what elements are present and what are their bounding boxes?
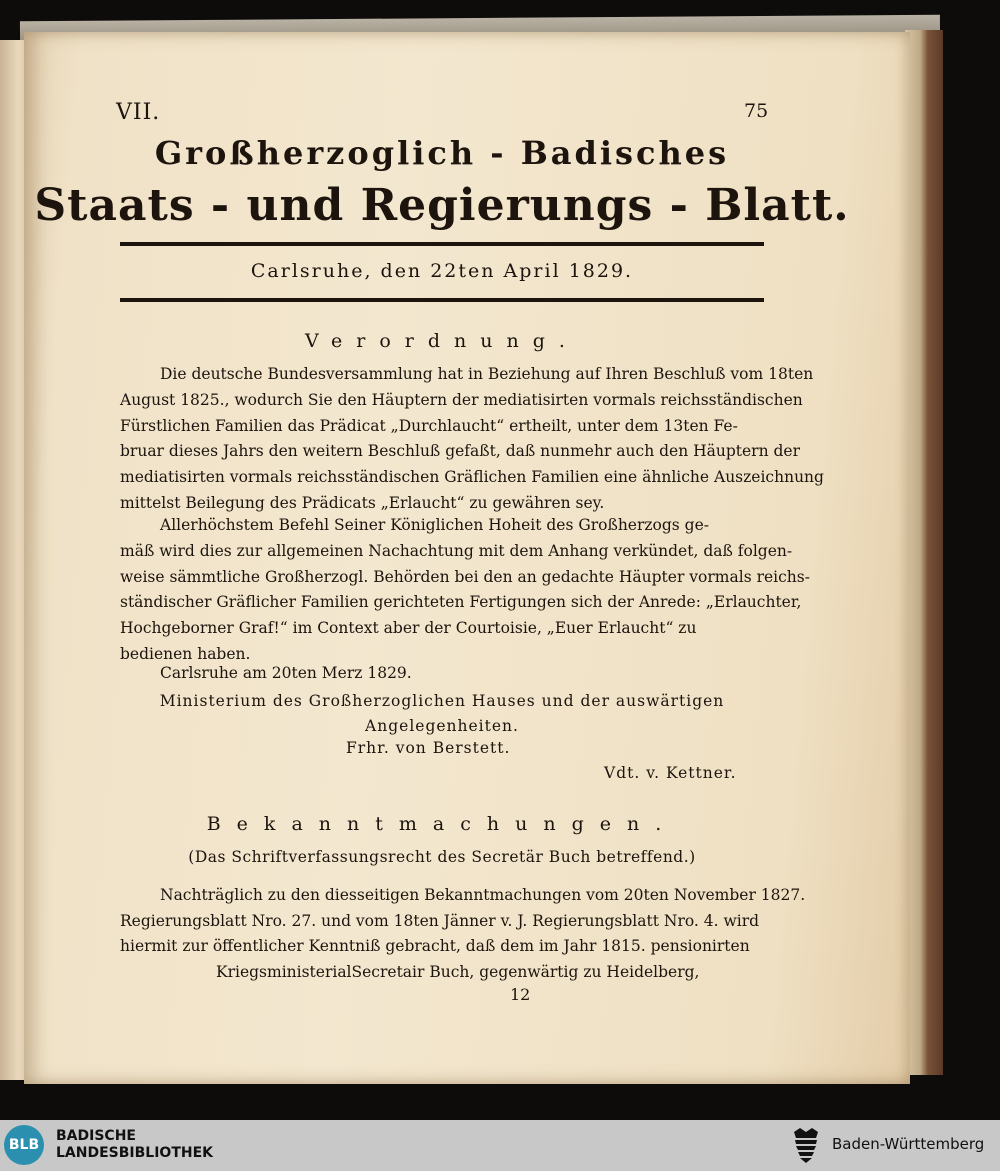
title-line-2: Staats - und Regierungs - Blatt. — [34, 180, 850, 231]
text-line: bedienen haben. — [120, 644, 251, 663]
dateline: Carlsruhe, den 22ten April 1829. — [250, 260, 634, 282]
ordinance-paragraph-1 — [120, 362, 824, 517]
text-line: Hochgeborner Graf!“ im Context aber der Courtoisie, „Euer Erlaucht“ zu — [120, 619, 697, 638]
library-name[interactable] — [56, 1128, 213, 1162]
coat-of-arms-icon[interactable] — [790, 1126, 822, 1164]
title-line-1: Großherzoglich - Badisches — [154, 134, 730, 172]
text-line: mäß wird dies zur allgemeinen Nachachtung mit dem Anhang verkündet, daß folgen- — [120, 541, 793, 560]
announcements-subheading: (Das Schriftverfassungsrecht des Secretär Buch betreffend.) — [188, 848, 696, 866]
countersignature: Vdt. v. Kettner. — [604, 764, 737, 782]
ordinance-heading: Verordnung. — [305, 330, 579, 352]
text-line: weise sämmtliche Großherzogl. Behörden bei den an gedachte Häupter vormals reichs- — [120, 567, 810, 586]
announcements-heading: Bekanntmachungen. — [206, 813, 678, 835]
library-name-line-1: BADISCHE — [56, 1128, 136, 1144]
section-number: VII. — [116, 100, 161, 125]
signature-mark: 12 — [510, 985, 531, 1004]
text-line: KriegsministerialSecretair Buch, gegenwärtig zu Heidelberg, — [216, 962, 700, 981]
text-line: Regierungsblatt Nro. 27. und vom 18ten Jänner v. J. Regierungsblatt Nro. 4. wird — [120, 911, 760, 930]
announcements-paragraph — [120, 883, 806, 985]
text-line: Die deutsche Bundesversammlung hat in Beziehung auf Ihren Beschluß vom 18ten — [160, 365, 814, 383]
text-line: ständischer Gräflicher Familien gerichteten Fertigungen sich der Anrede: „Erlauchter, — [120, 593, 802, 612]
blb-logo-icon[interactable]: BLB — [4, 1125, 44, 1165]
ministry-name: Ministerium des Großherzoglichen Hauses und der auswärtigen Angelegenheiten. — [159, 692, 725, 735]
ordinance-date-place: Carlsruhe am 20ten Merz 1829. — [160, 664, 412, 682]
text-line: August 1825., wodurch Sie den Häuptern der mediatisirten vormals reichsständischen — [120, 390, 803, 409]
text-line: hiermit zur öffentlicher Kenntniß gebracht, daß dem im Jahr 1815. pensionirten — [120, 937, 750, 955]
signer: Frhr. von Berstett. — [346, 739, 511, 757]
ordinance-paragraph-2 — [120, 513, 810, 668]
library-name-line-2: LANDESBIBLIOTHEK — [56, 1145, 214, 1161]
text-line: mediatisirten vormals reichsständischen Gräflichen Familien eine ähnliche Auszeichnung — [120, 468, 824, 487]
rule-bottom — [120, 298, 764, 302]
state-name[interactable]: Baden-Württemberg — [832, 1135, 985, 1153]
book-right-edge — [905, 30, 943, 1075]
text-line: Allerhöchstem Befehl Seiner Königlichen Hoheit des Großherzogs ge- — [160, 516, 710, 534]
text-line: bruar dieses Jahrs den weitern Beschluß gefaßt, daß nunmehr auch den Häuptern der — [120, 442, 801, 461]
rule-top — [120, 242, 764, 246]
text-line: Nachträglich zu den diesseitigen Bekanntmachungen vom 20ten November 1827. — [160, 886, 806, 904]
text-line: Fürstlichen Familien das Prädicat „Durchlaucht“ ertheilt, unter dem 13ten Fe- — [120, 416, 738, 435]
text-line: mittelst Beilegung des Prädicats „Erlaucht“ zu gewähren sey. — [120, 493, 605, 512]
page-number: 75 — [744, 100, 769, 122]
footer-bar — [0, 1120, 1000, 1171]
